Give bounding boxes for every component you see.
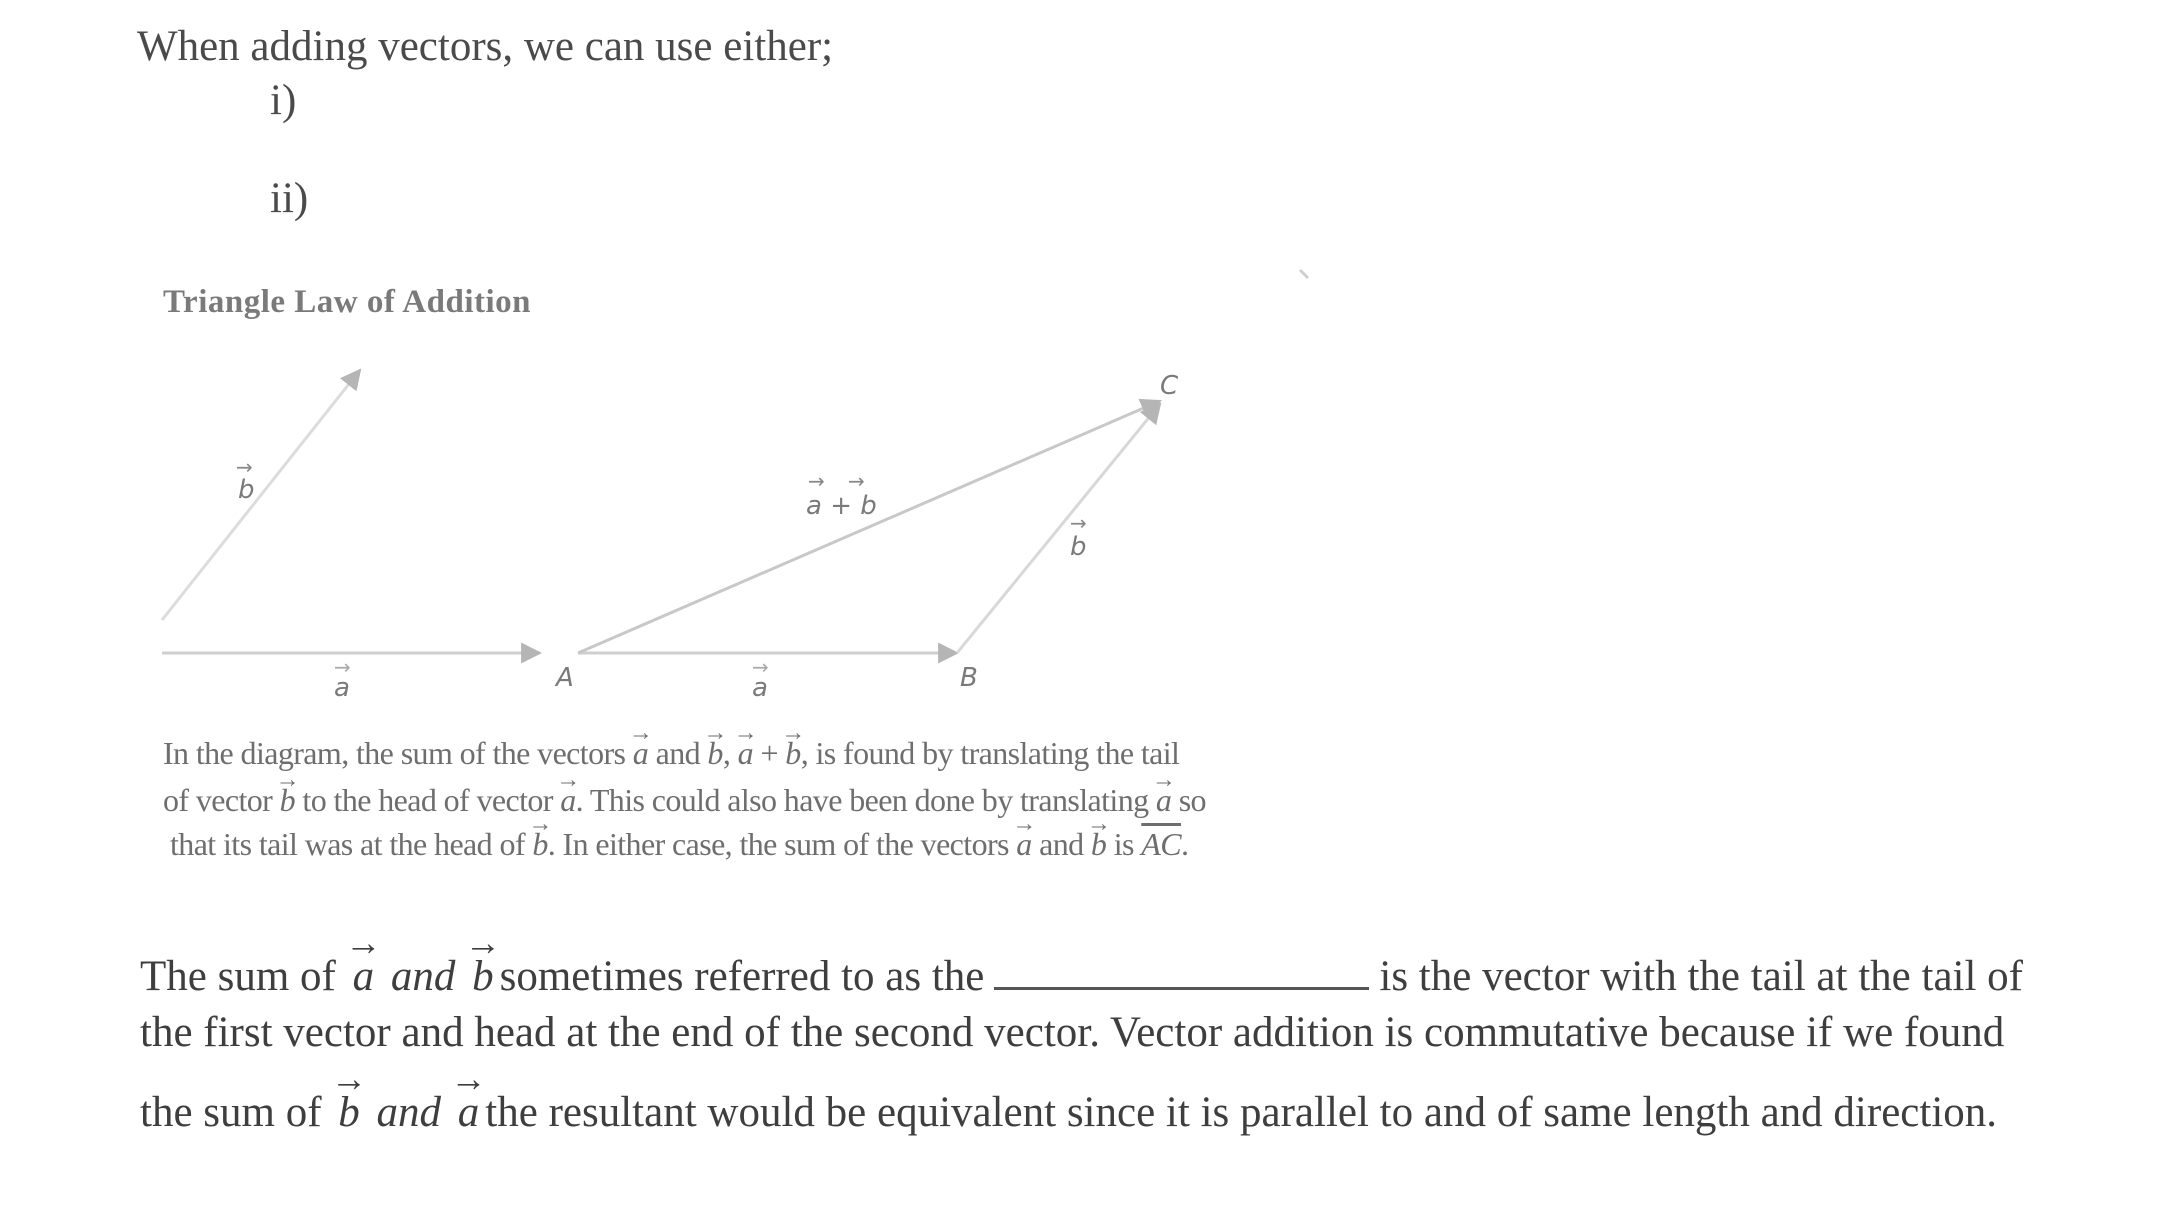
label-a-bottom: a (752, 673, 768, 703)
intro-text: When adding vectors, we can use either; (137, 23, 834, 70)
vector-b-left-arrow (162, 370, 360, 620)
label-b-right: b (1070, 532, 1087, 562)
vector-b-BC-arrow (957, 404, 1160, 653)
svg-text:→: → (334, 655, 351, 679)
svg-text:→: → (752, 655, 769, 679)
list-item-ii: ii) (270, 175, 309, 222)
label-b-left: b (238, 475, 255, 505)
label-point-A: A (556, 663, 574, 693)
svg-text:→: → (808, 469, 825, 493)
caption-line-2: of vector → b to the head of vector → a. This could also have been done by translating → a so (163, 782, 1206, 819)
body-line-3: the sum of → b and → a the resultant would be equivalent since it is parallel to and of same length and direction. (140, 1088, 1997, 1137)
caption-line-3: that its tail was at the head of → b. In either case, the sum of the vectors → a and → b is $\overline{AC}$. (170, 826, 1188, 863)
list-item-i: i) (270, 77, 297, 124)
label-a-left: a (334, 673, 350, 703)
fill-in-blank[interactable] (994, 957, 1369, 990)
svg-text:→: → (1070, 511, 1087, 535)
body-line-2: the first vector and head at the end of the second vector. Vector addition is commutative because if we found (140, 1009, 2005, 1056)
figure-title: Triangle Law of Addition (163, 284, 532, 320)
caption-line-1: In the diagram, the sum of the vectors → a and → b, → a + → b, is found by translating the tail (163, 735, 1179, 772)
label-point-B: B (960, 663, 978, 693)
svg-text:→: → (848, 469, 865, 493)
body-line-1: The sum of → a and → b sometimes referred to as the is the vector with the tail at the tail of (140, 952, 2023, 1001)
svg-text:→: → (236, 455, 253, 479)
label-point-C: C (1160, 371, 1179, 401)
label-a-plus-b: a + b (806, 491, 877, 521)
